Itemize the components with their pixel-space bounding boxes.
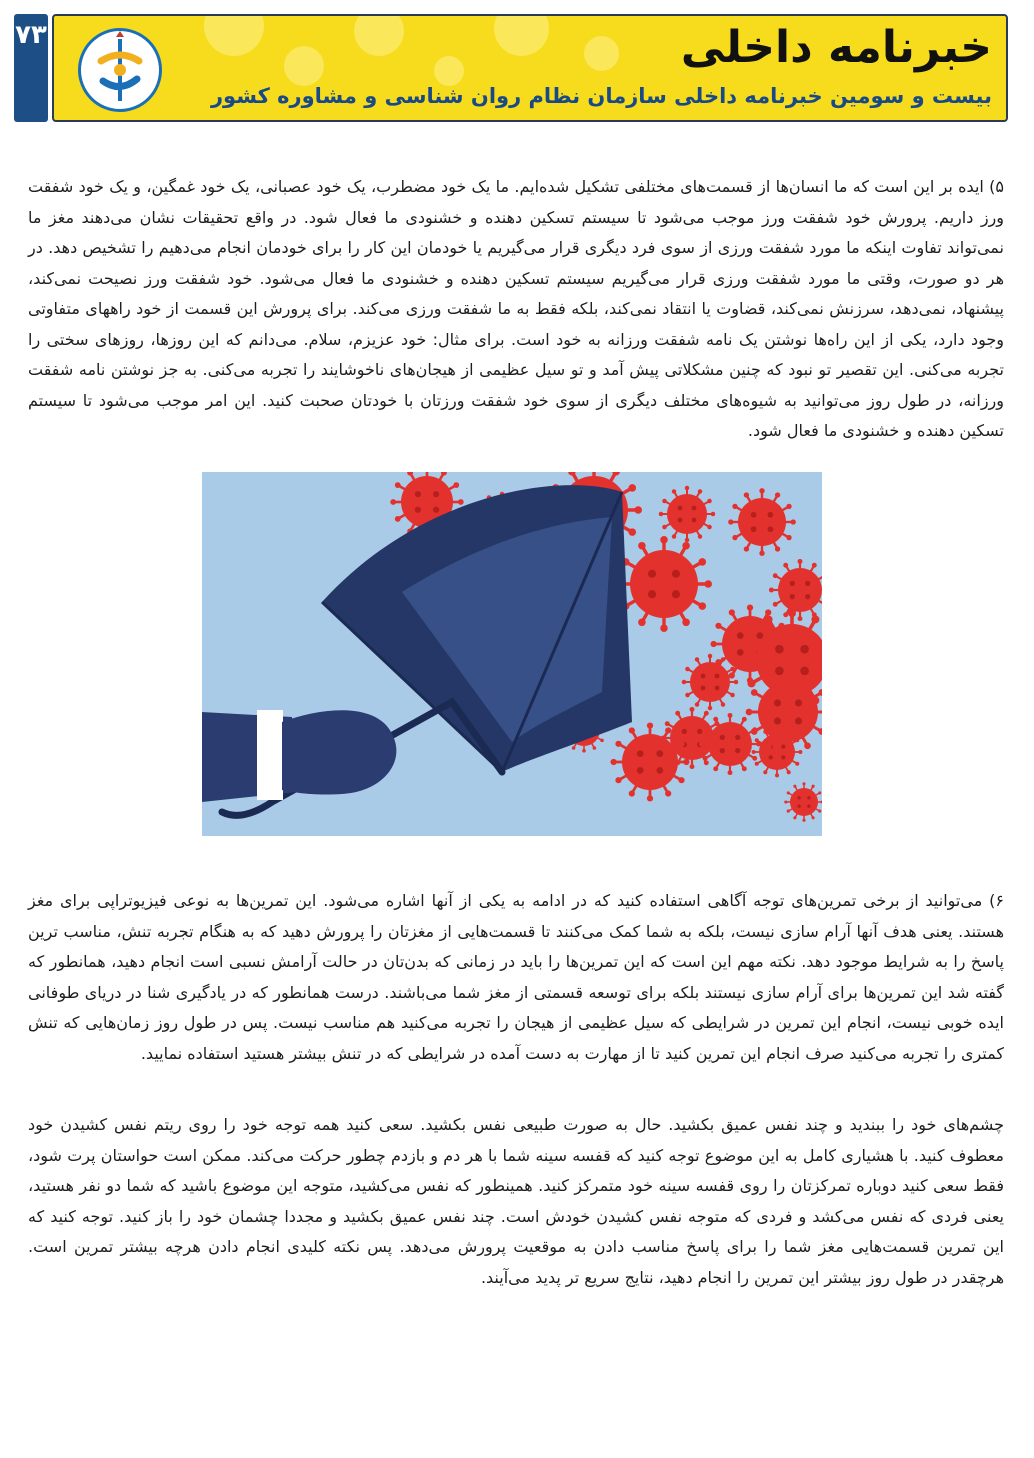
article-paragraph: ۶) می‌توانید از برخی تمرین‌های توجه آگاهی استفاده کنید که در ادامه به یکی از آنها اشاره می‌شود. این تمرین‌ها به نوعی فیزیوتراپی برای مغز هستند. یعنی هدف آنها آرام سازی نیست، بلکه به شما کمک می‌کنند تا قسمت‌هایی از مغزتان را پرورش دهید که به هنگام تجربه تنش، مناسب ترین پاسخ را به شرایط موجود دهد. نکته مهم این است که این تمرین‌ها را باید در زمانی که بدن‌تان در حالت آرامش نسبی است انجام دهید، همانطور که گفته شد این تمرین‌ها برای آرام سازی نیستند بلکه برای توسعه قسمتی از مغز شما می‌باشند. درست همانطور که در یادگیری شنا در دریای طوفانی ایده خوبی نیست، انجام این تمرین در شرایطی که سیل عظیمی از هیجان را تجربه می‌کنید هم مناسب نیست. پس در طول روز زمان‌هایی که تنش کمتری را تجربه می‌کنید صرف انجام این تمرین کنید تا از مهارت به دست آمده در شرایطی که در تنش بیشتر هستید استفاده نمایید. (28, 891, 1004, 1063)
virus-icon (659, 486, 715, 542)
page-number-badge (14, 14, 48, 122)
decor-dot (584, 36, 619, 71)
virus-icon (616, 536, 712, 632)
decor-dot (284, 46, 324, 86)
virus-icon (699, 713, 761, 775)
decor-dot (354, 14, 404, 56)
umbrella-virus-illustration (202, 472, 822, 836)
newsletter-title: خبرنامه داخلی (680, 22, 992, 73)
decor-dot (204, 14, 264, 56)
shirt-cuff-icon (257, 710, 283, 800)
decor-dot (434, 56, 464, 86)
virus-icon (728, 488, 796, 556)
article-paragraph: چشم‌های خود را ببندید و چند نفس عمیق بکشید. حال به صورت طبیعی نفس بکشید. سعی کنید همه توجه خود را روی ریتم نفس کشیدن خود معطوف کنید. با هشیاری کامل به این موضوع توجه کنید که قفسه سینه شما با هر دم و بازدم چطور حرکت می‌کند. ممکن است حواستان پرت شود، فقط سعی کنید دوباره تمرکزتان را روی قفسه سینه خود متمرکز کنید. همینطور که نفس می‌کشید، متوجه این موضوع باشید که شما دو نفر هستید، یعنی فردی که نفس می‌کشد و فردی که متوجه نفس کشیدن خودش است. چند نفس عمیق بکشید و مجددا چشمان خود را باز کنید. توجه کنید که این تمرین قسمت‌هایی مغز شما را برای پاسخ مناسب دادن به موقعیت پرورش می‌دهد. پس نکته کلیدی انجام دادن هرچه بیشتر تمرین است. هرچقدر در طول روز بیشتر این تمرین را انجام دهید، نتایج سریع تر پدید می‌آیند. (28, 1115, 1004, 1287)
virus-icon (784, 782, 822, 822)
organization-logo-icon (78, 28, 162, 112)
page-number: ۷۳ (15, 20, 47, 50)
decor-dot (494, 14, 549, 56)
article-paragraph: ۵) ایده بر این است که ما انسان‌ها از قسمت‌های مختلفی تشکیل شده‌ایم. ما یک خود مضطرب، یک خود عصبانی، یک خود غمگین، و یک خود شفقت ورز داریم. پرورش خود شفقت ورز موجب می‌شود تا سیستم تسکین دهنده و خشنودی ما فعال شود. در واقع تحقیقات نشان می‌دهند مغز ما نمی‌تواند تفاوت اینکه ما مورد شفقت ورزی از سوی فرد دیگری قرار می‌گیریم یا خودمان این کار را برای خودمان انجام می‌دهیم را تشخیص دهد. در هر دو صورت، وقتی ما مورد شفقت ورزی قرار می‌گیریم سیستم تسکین دهنده و خشنودی ما فعال می‌شود. خود شفقت ورز نصیحت نمی‌کند، پیشنهاد، نمی‌دهد، سرزنش نمی‌کند، قضاوت یا انتقاد نمی‌کند، بلکه فقط به ما شفقت ورزی می‌کند. برای پرورش این قسمت از خود راههای متفاوتی وجود دارد، یکی از این راه‌ها نوشتن یک نامه شفقت ورزانه به خود است. برای مثال: خود عزیزم، سلام. می‌دانم که این روزها، روزهای سختی را تجربه می‌کنی. این تقصیر تو نبود که چنین مشکلاتی پیش آمد و تو سیل عظیمی از هیجان‌های ناخوشایند را تجربه می‌کنی. به جز نوشتن نامه شفقت ورزانه، در طول روز می‌توانید به شیوه‌های مختلف دیگری از سوی خود شفقت ورزتان با خودتان صحبت کنید. این امر موجب می‌شود تا سیستم تسکین دهنده و خشنودی ما فعال شود. (28, 177, 1004, 440)
newsletter-header (52, 14, 1008, 122)
hand-icon (282, 710, 396, 794)
newsletter-subtitle: بیست و سومین خبرنامه داخلی سازمان نظام روان شناسی و مشاوره کشور (210, 84, 992, 108)
